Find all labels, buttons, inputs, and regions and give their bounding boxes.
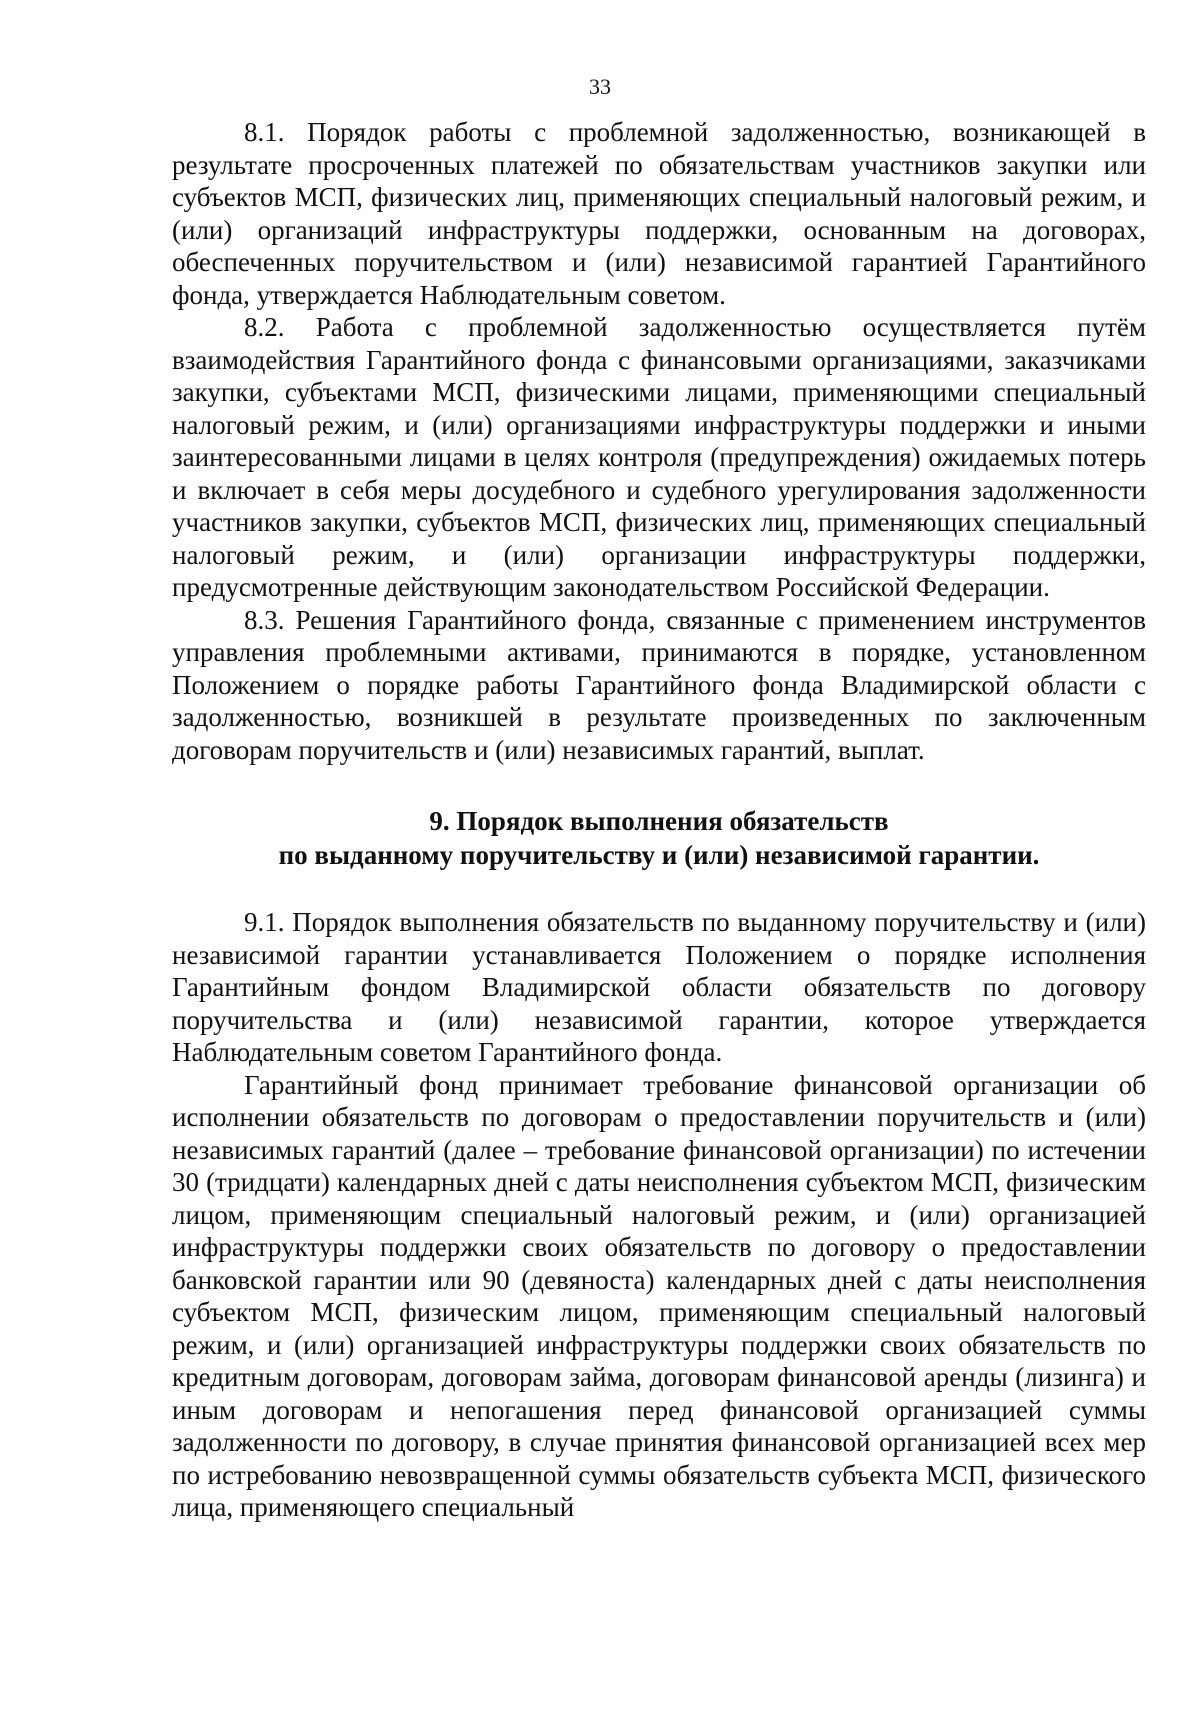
paragraph-8-3: 8.3. Решения Гарантийного фонда, связанные с применением инструментов управления проблемными активами, принимаются в порядке, установленном Положением о порядке работы Гарантийного фонда Владимирской области с задолженностью, возникшей в результате произведенных по заключенным договорам поручительств и (или) независимых гарантий, выплат.: [172, 604, 1146, 765]
paragraph-8-2: 8.2. Работа с проблемной задолженностью осуществляется путём взаимодействия Гарантийного фонда с финансовыми организациями, заказчиками закупки, субъектами МСП, физическими лицами, применяющими специальный налоговый режим, и (или) организациями инфраструктуры поддержки и иными заинтересованными лицами в целях контроля (предупреждения) ожидаемых потерь и включает в себя меры досудебного и судебного урегулирования задолженности участников закупки, субъектов МСП, физических лиц, применяющих специальный налоговый режим, и (или) организации инфраструктуры поддержки, предусмотренные действующим законодательством Российской Федерации.: [172, 312, 1146, 602]
page-number: 33: [589, 74, 611, 99]
section-9-heading: [172, 804, 1146, 872]
paragraph-8-1: 8.1. Порядок работы с проблемной задолженностью, возникающей в результате просроченных платежей по обязательствам участников закупки или субъектов МСП, физических лиц, применяющих специальный налоговый режим, и (или) организаций инфраструктуры поддержки, основанным на договорах, обеспеченных поручительством и (или) независимой гарантией Гарантийного фонда, утверждается Наблюдательным советом.: [172, 117, 1146, 310]
section-heading-line-1: 9. Порядок выполнения обязательств: [429, 806, 889, 836]
section-heading-line-2: по выданному поручительству и (или) независимой гарантии.: [278, 840, 1040, 870]
paragraph-9-1: 9.1. Порядок выполнения обязательств по выданному поручительству и (или) независимой гарантии устанавливается Положением о порядке исполнения Гарантийным фондом Владимирской области обязательств по договору поручительства и (или) независимой гарантии, которое утверждается Наблюдательным советом Гарантийного фонда.: [172, 907, 1146, 1067]
document-body: [172, 116, 1146, 1524]
paragraph-requirement: Гарантийный фонд принимает требование финансовой организации об исполнении обязательств по договорам о предоставлении поручительств и (или) независимых гарантий (далее – требование финансовой организации) по истечении 30 (тридцати) календарных дней с даты неисполнения субъектом МСП, физическим лицом, применяющим специальный налоговый режим, и (или) организацией инфраструктуры поддержки своих обязательств по договору о предоставлении банковской гарантии или 90 (девяноста) календарных дней с даты неисполнения субъектом МСП, физическим лицом, применяющим специальный налоговый режим, и (или) организацией инфраструктуры поддержки своих обязательств по кредитным договорам, договорам займа, договорам финансовой аренды (лизинга) и иным договорам и непогашения перед финансовой организацией суммы задолженности по договору, в случае принятия финансовой организацией всех мер по истребованию невозвращенной суммы обязательств субъекта МСП, физического лица, применяющего специальный: [172, 1069, 1146, 1522]
